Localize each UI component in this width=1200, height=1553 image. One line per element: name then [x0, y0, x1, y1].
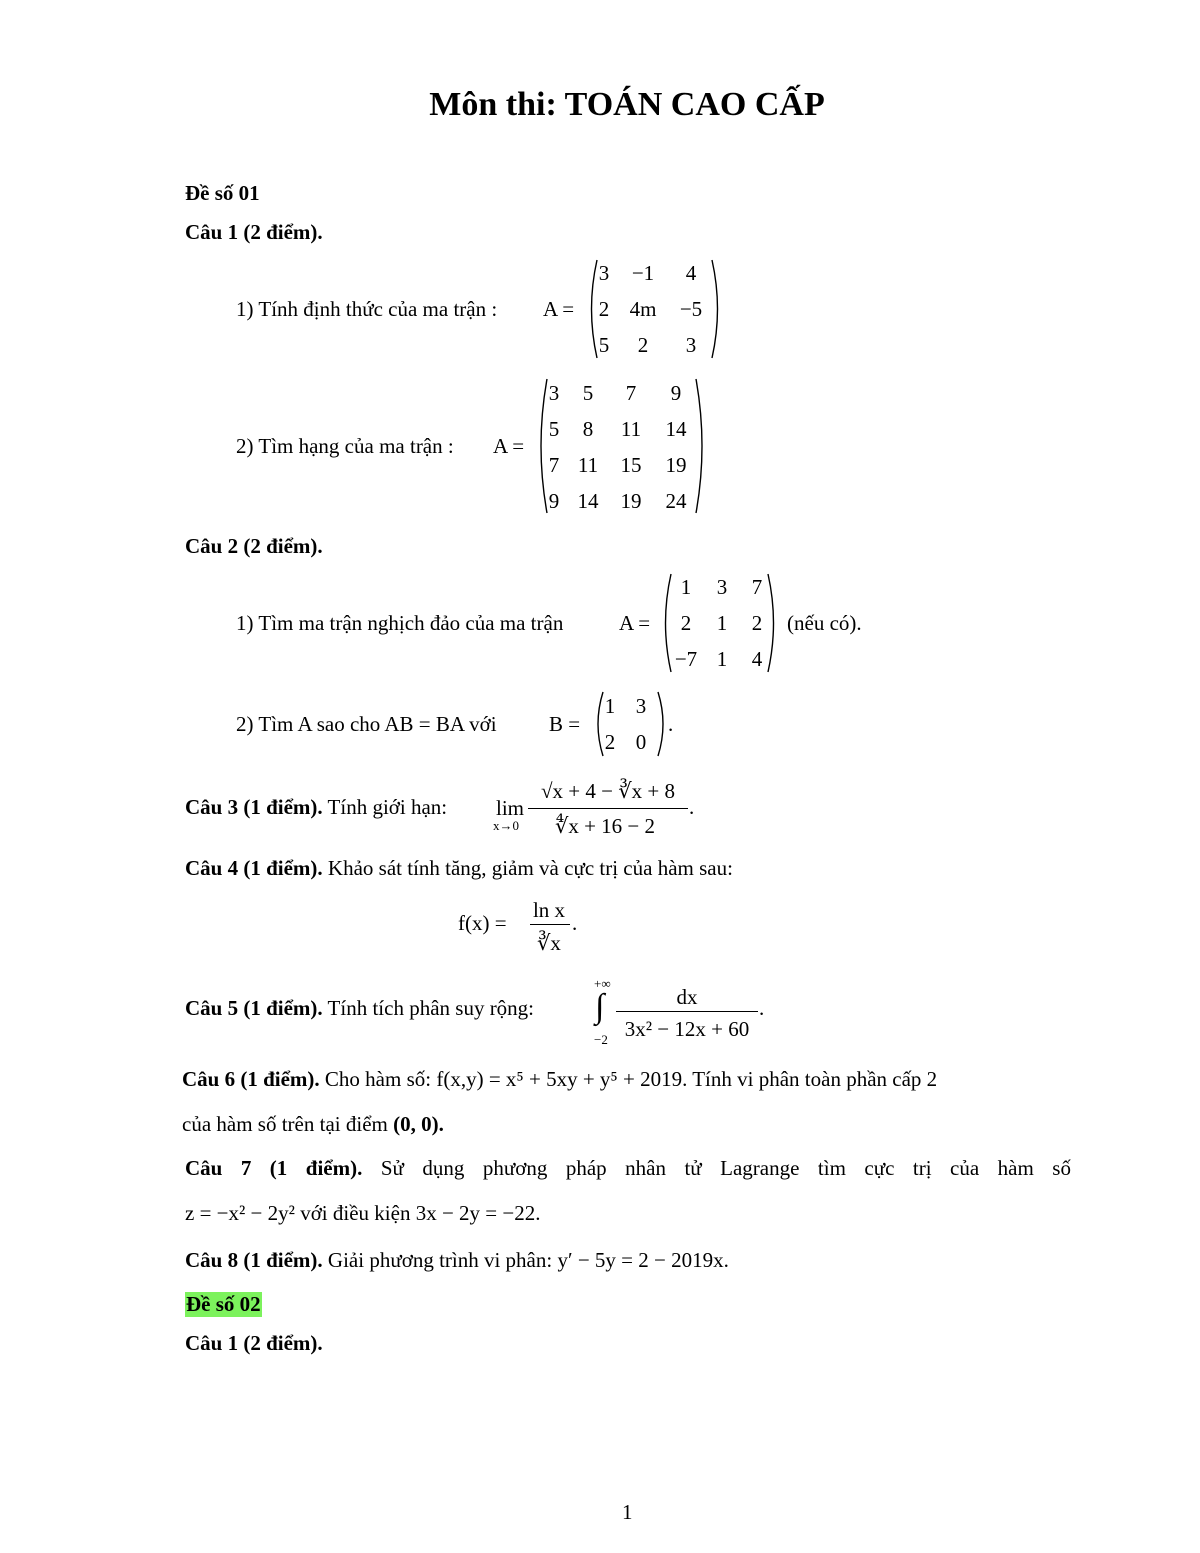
- fraction-bar: [530, 924, 570, 925]
- matrix-cell: 5: [598, 332, 610, 357]
- q6-line1: [182, 1069, 937, 1090]
- matrix-cell: 5: [548, 416, 560, 441]
- q8-text: Giải phương trình vi phân:: [327, 1248, 553, 1272]
- q8-label: Câu 8 (1 điểm).: [185, 1248, 323, 1272]
- q1-part1-text: 1) Tính định thức của ma trận :: [236, 297, 498, 321]
- matrix-cell: 5: [582, 380, 594, 405]
- matrix-cell: −5: [679, 296, 703, 321]
- exam-02-heading: Đề số 02: [186, 1292, 261, 1316]
- q3-text: Tính giới hạn:: [327, 795, 448, 819]
- q1-part1-eq: A =: [543, 297, 575, 321]
- q3-lim-subscript: x→0: [493, 818, 519, 833]
- exam-01-heading: Đề số 01: [185, 181, 260, 205]
- q3-lim: lim: [496, 796, 525, 820]
- matrix-cell: 7: [625, 380, 637, 405]
- q2-part2-eq: B =: [549, 712, 581, 736]
- q4-line: [185, 858, 733, 879]
- matrix-cell: 11: [577, 452, 599, 477]
- q7-formula: z = −x² − 2y²: [185, 1201, 295, 1225]
- page-number: 1: [622, 1500, 633, 1524]
- q5-numerator: dx: [676, 985, 698, 1009]
- matrix-cell: 8: [582, 416, 594, 441]
- q5-line: [185, 998, 534, 1019]
- q4-label: Câu 4 (1 điểm).: [185, 856, 323, 880]
- q8-line: [185, 1250, 729, 1271]
- integral-icon: ∫: [595, 988, 605, 1025]
- matrix-cell: 7: [751, 574, 763, 599]
- q3-line: [185, 797, 447, 818]
- q5-text: Tính tích phân suy rộng:: [327, 996, 535, 1020]
- q7-line2: [185, 1203, 540, 1224]
- q4-suffix: .: [572, 911, 578, 935]
- q1-part2-matrix: [540, 375, 698, 519]
- q3-numerator: √x + 4 − ∛x + 8: [541, 779, 675, 803]
- q7-text-a: Sử dụng phương pháp nhân tử Lagrange tìm cực trị của hàm số: [380, 1156, 1071, 1180]
- q2-part2-matrix: [596, 688, 658, 760]
- matrix-cell: 1: [604, 693, 616, 718]
- matrix-cell: −1: [631, 260, 655, 285]
- q1-part2-eq: A =: [493, 434, 525, 458]
- fraction-bar: [616, 1011, 758, 1012]
- matrix-cell: 19: [620, 488, 642, 513]
- q4-text: Khảo sát tính tăng, giảm và cực trị của hàm sau:: [327, 856, 733, 880]
- matrix-cell: 9: [548, 488, 560, 513]
- q6-text-c: của hàm số trên tại điểm: [182, 1112, 388, 1136]
- matrix-cell: 14: [577, 488, 599, 513]
- q7-label: Câu 7 (1 điểm).: [185, 1156, 363, 1180]
- matrix-cell: 2: [751, 610, 763, 635]
- q6-line2: [182, 1114, 444, 1135]
- q1-label: Câu 1 (2 điểm).: [185, 220, 323, 244]
- q6-point: (0, 0).: [393, 1112, 444, 1136]
- q4-numerator: ln x: [532, 898, 566, 922]
- matrix-cell: 24: [665, 488, 687, 513]
- q8-formula: y′ − 5y = 2 − 2019x.: [557, 1248, 729, 1272]
- q2-label: Câu 2 (2 điểm).: [185, 534, 323, 558]
- matrix-cell: 3: [685, 332, 697, 357]
- q2-part1-suffix: (nếu có).: [787, 611, 862, 635]
- matrix-cell: 19: [665, 452, 687, 477]
- matrix-cell: 11: [620, 416, 642, 441]
- q5-suffix: .: [759, 996, 765, 1020]
- q1-part1-matrix: [590, 255, 714, 363]
- matrix-cell: 3: [635, 693, 647, 718]
- matrix-cell: 15: [620, 452, 642, 477]
- q7-text-b: với điều kiện: [300, 1201, 411, 1225]
- page-title: Môn thi: TOÁN CAO CẤP: [429, 86, 825, 123]
- matrix-cell: 3: [716, 574, 728, 599]
- q5-denominator: 3x² − 12x + 60: [624, 1017, 750, 1041]
- matrix-cell: 14: [665, 416, 687, 441]
- q2-part1-matrix: [668, 569, 774, 677]
- q3-label: Câu 3 (1 điểm).: [185, 795, 323, 819]
- matrix-cell: 4: [751, 646, 763, 671]
- q6-text-a: Cho hàm số:: [324, 1067, 432, 1091]
- q3-denominator: ∜x + 16 − 2: [554, 814, 656, 838]
- q2-part2-text: 2) Tìm A sao cho AB = BA với: [236, 712, 497, 736]
- q5-label: Câu 5 (1 điểm).: [185, 996, 323, 1020]
- matrix-cell: 3: [598, 260, 610, 285]
- exam-02-q1-label: Câu 1 (2 điểm).: [185, 1331, 323, 1355]
- matrix-cell: 2: [680, 610, 692, 635]
- matrix-cell: 3: [548, 380, 560, 405]
- q4-denominator: ∛x: [537, 931, 561, 955]
- q2-part2-suffix: .: [668, 712, 674, 736]
- right-paren-icon: [694, 377, 708, 515]
- matrix-cell: 1: [716, 646, 728, 671]
- right-paren-icon: [710, 258, 724, 360]
- q2-part1-eq: A =: [619, 611, 651, 635]
- matrix-cell: 1: [716, 610, 728, 635]
- q6-formula: f(x,y) = x⁵ + 5xy + y⁵ + 2019.: [436, 1067, 688, 1091]
- q3-suffix: .: [689, 795, 695, 819]
- matrix-cell: 2: [598, 296, 610, 321]
- q5-upper-limit: +∞: [594, 976, 611, 991]
- fraction-bar: [528, 808, 688, 809]
- right-paren-icon: [766, 572, 780, 674]
- matrix-cell: −7: [674, 646, 698, 671]
- matrix-cell: 7: [548, 452, 560, 477]
- q6-text-b: Tính vi phân toàn phần cấp 2: [692, 1067, 938, 1091]
- matrix-cell: 4m: [629, 296, 657, 321]
- matrix-cell: 9: [670, 380, 682, 405]
- q7-line1: [185, 1158, 1071, 1179]
- matrix-cell: 2: [604, 729, 616, 754]
- q6-label: Câu 6 (1 điểm).: [182, 1067, 320, 1091]
- q7-condition: 3x − 2y = −22.: [415, 1201, 541, 1225]
- matrix-cell: 4: [685, 260, 697, 285]
- q5-lower-limit: −2: [594, 1032, 608, 1047]
- q2-part1-text: 1) Tìm ma trận nghịch đảo của ma trận: [236, 611, 564, 635]
- q4-lhs: f(x) =: [458, 911, 507, 935]
- q1-part2-text: 2) Tìm hạng của ma trận :: [236, 434, 454, 458]
- matrix-cell: 2: [637, 332, 649, 357]
- matrix-cell: 1: [680, 574, 692, 599]
- matrix-cell: 0: [635, 729, 647, 754]
